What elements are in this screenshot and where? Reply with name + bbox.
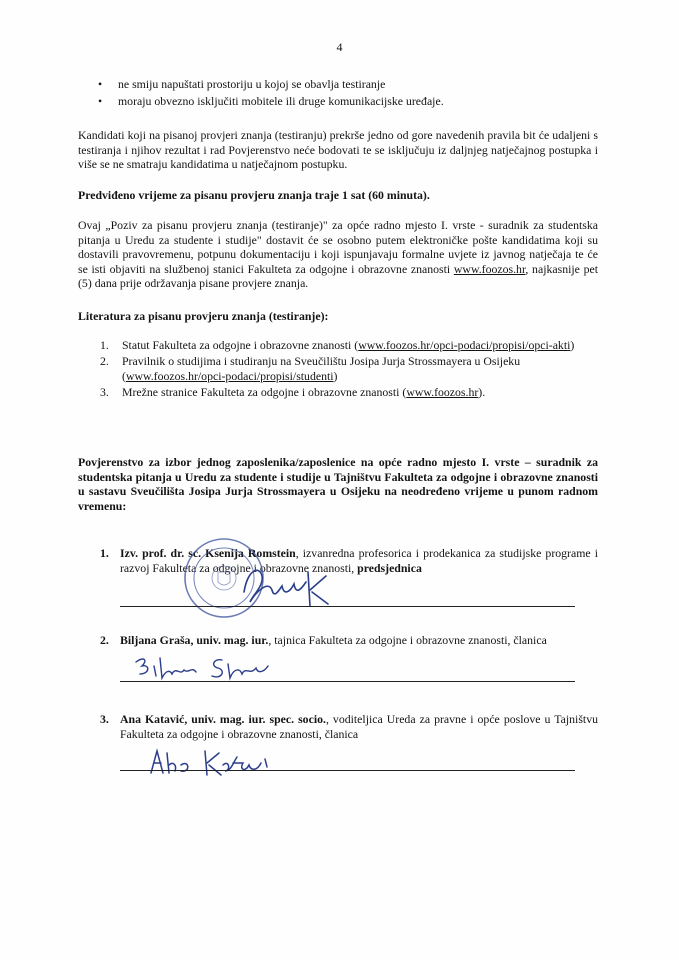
member-description: , tajnica Fakulteta za odgojne i obrazovne znanosti, članica xyxy=(268,633,547,647)
list-item: • ne smiju napuštati prostoriju u kojoj se obavlja testiranje xyxy=(96,76,444,93)
list-item: 2. Pravilnik o studijima i studiranju na Sveučilištu Josipa Jurja Strossmayera u Osijeku (www.foozos.hr/opci-podaci/propisi/studenti) xyxy=(100,354,521,383)
signature-line xyxy=(120,770,575,771)
committee-member: 3. Ana Katavić, univ. mag. iur. spec. socio., voditeljica Ureda za pravne i opće poslove u Tajništvu Fakulteta za odgojne i obrazovne znanosti, članica xyxy=(100,712,598,741)
literature-list xyxy=(100,338,598,402)
member-description: , voditeljica Ureda za pravne i opće poslove u Tajništvu Fakulteta za odgojne i obrazovne znanosti, članica xyxy=(120,712,598,741)
signature-3 xyxy=(145,745,285,779)
faculty-website-link[interactable]: www.foozos.hr xyxy=(406,385,479,400)
committee-member: 1. Izv. prof. dr. sc. Ksenija Romstein, izvanredna profesorica i prodekanica za studijske programe i razvoj Fakulteta za odgojne i obrazovne znanosti, predsjednica xyxy=(100,546,598,575)
list-item: • moraju obvezno isključiti mobitele ili druge komunikacijske uređaje. xyxy=(96,93,444,110)
rules-paragraph: Kandidati koji na pisanoj provjeri znanja (testiranju) prekrše jedno od gore navedenih pravila bit će udaljeni s testiranja i njihov rezultat i rad Povjerenstvo neće bodovati te se isključuju iz daljnjeg natječajnog postupka i više se ne smatraju kandidatima u natječajnom postupku. xyxy=(78,128,598,172)
list-item: 1. Statut Fakulteta za odgojne i obrazovne znanosti (www.foozos.hr/opci-podaci/propisi/opci-akti) xyxy=(100,338,575,352)
duration-notice: Predviđeno vrijeme za pisanu provjeru znanja traje 1 sat (60 minuta). xyxy=(78,188,430,202)
committee-heading: Povjerenstvo za izbor jednog zaposlenika/zaposlenice na opće radno mjesto I. vrste – suradnik za studentska pitanja u Uredu za studente i studije u Tajništvu Fakulteta za odgojne i obrazovne znanosti u sastavu Sveučilišta Josipa Jurja Strossmayera u Osijeku na neodređeno vrijeme u punom radnom vremenu: xyxy=(78,455,598,513)
member-role: predsjednica xyxy=(357,561,422,575)
invitation-paragraph xyxy=(78,218,598,291)
member-name: Ana Katavić, univ. mag. iur. spec. socio. xyxy=(120,712,326,726)
signature-1 xyxy=(238,562,338,610)
list-item: 3. Mrežne stranice Fakulteta za odgojne i obrazovne znanosti (www.foozos.hr). xyxy=(100,385,486,400)
website-link[interactable]: www.foozos.hr xyxy=(453,261,526,276)
signature-line xyxy=(120,681,575,682)
invitation-text-end: , najkasnije pet (5) dana prije održavanja pisane provjere znanja. xyxy=(78,261,598,291)
member-name: Izv. prof. dr. sc. Ksenija Romstein xyxy=(120,546,296,560)
statute-link[interactable]: www.foozos.hr/opci-podaci/propisi/opci-akti xyxy=(358,338,571,352)
committee-member: 2. Biljana Graša, univ. mag. iur., tajnica Fakulteta za odgojne i obrazovne znanosti, članica xyxy=(100,633,547,647)
signature-line xyxy=(120,606,575,607)
signature-2 xyxy=(132,652,282,684)
literature-heading: Literatura za pisanu provjeru znanja (testiranje): xyxy=(78,309,329,323)
member-name: Biljana Graša, univ. mag. iur. xyxy=(120,633,269,647)
rules-list xyxy=(96,76,444,110)
page-number: 4 xyxy=(336,40,343,54)
regulations-link[interactable]: www.foozos.hr/opci-podaci/propisi/studenti xyxy=(125,368,334,383)
invitation-text: Ovaj „Poziv za pisanu provjeru znanja (testiranje)" za opće radno mjesto I. vrste - suradnik za studentska pitanja u Uredu za studente i studije" dostavit će se osobno putem elektroničke pošte kandidatima koji su dostavili pravovremenu, potpunu dokumentaciju i koji ispunjavaju formalne uvjete iz javnog natječaja te će se isti objaviti na službenoj stanici Fakulteta za odgojne i obrazovne znanosti xyxy=(78,218,598,276)
member-description: , izvanredna profesorica i prodekanica za studijske programe i razvoj Fakulteta za odgojne i obrazovne znanosti, xyxy=(120,546,598,575)
